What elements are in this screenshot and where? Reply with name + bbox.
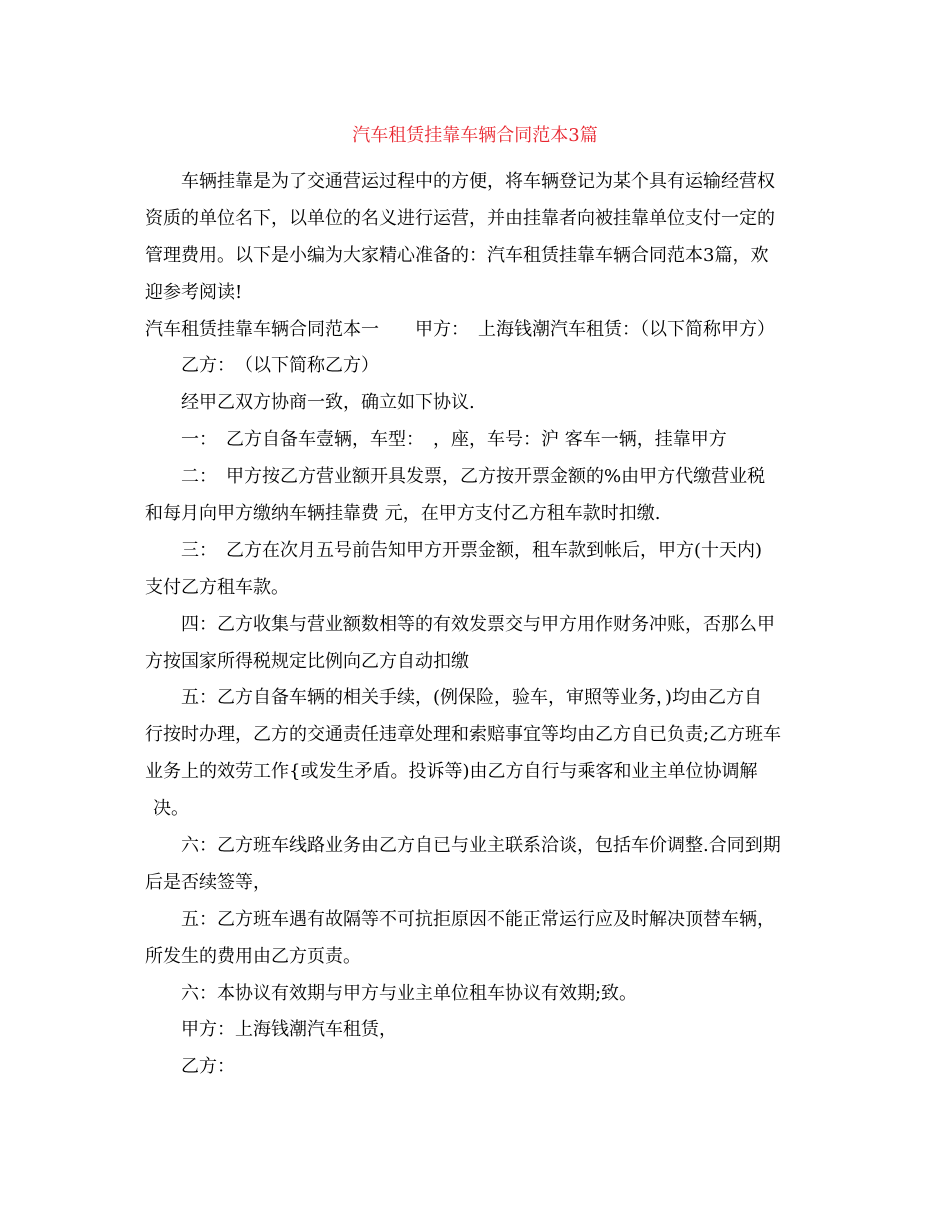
text-line: 后是否续签等， <box>145 871 271 893</box>
document-body <box>145 164 810 1086</box>
text-line: 一： 乙方自备车壹辆，车型： ，座，车号：沪 客车一辆，挂靠甲方 <box>181 429 727 451</box>
text-line: 迎参考阅读! <box>145 281 243 303</box>
text-line: 管理费用。以下是小编为大家精心准备的：汽车租赁挂靠车辆合同范本3篇，欢 <box>145 244 769 266</box>
text-line: 资质的单位名下，以单位的名义进行运营，并由挂靠者向被挂靠单位支付一定的 <box>145 207 775 229</box>
text-line: 六：本协议有效期与甲方与业主单位租车协议有效期;致。 <box>181 982 638 1004</box>
text-line: 业务上的效劳工作{或发生矛盾。投诉等)由乙方自行与乘客和业主单位协调解 <box>145 761 758 783</box>
text-line: 五：乙方班车遇有故隔等不可抗拒原因不能正常运行应及时解决顶替车辆， <box>181 908 775 930</box>
text-line: 汽车租赁挂靠车辆合同范本一 甲方： 上海钱潮汽车租赁：（以下简称甲方） <box>145 318 775 340</box>
text-line: 五：乙方自备车辆的相关手续，(例保险，验车，审照等业务，)均由乙方自 <box>181 687 763 709</box>
text-line: 甲方：上海钱潮汽车租赁， <box>181 1019 397 1041</box>
text-line: 所发生的费用由乙方页责。 <box>145 945 361 967</box>
text-line: 车辆挂靠是为了交通营运过程中的方便，将车辆登记为某个具有运输经营权 <box>181 171 775 192</box>
text-line: 行按时办理，乙方的交通责任违章处理和索赔事宜等均由乙方自已负责;乙方班车 <box>145 724 782 746</box>
text-line: 支付乙方租车款。 <box>145 576 289 598</box>
text-line: 三： 乙方在次月五号前告知甲方开票金额，租车款到帐后，甲方(十天内) <box>181 539 763 561</box>
text-line: 和每月向甲方缴纳车辆挂靠费 元，在甲方支付乙方租车款时扣缴. <box>145 503 661 525</box>
text-line: 经甲乙双方协商一致，确立如下协议. <box>181 392 475 414</box>
document-title: 汽车租赁挂靠车辆合同范本3篇 <box>352 125 598 146</box>
text-line: 方按国家所得税规定比例向乙方自动扣缴 <box>145 650 469 672</box>
text-line: 乙方： （以下简称乙方） <box>181 355 379 377</box>
text-line: 二： 甲方按乙方营业额开具发票，乙方按开票金额的%由甲方代缴营业税 <box>181 466 766 488</box>
text-line: 六：乙方班车线路业务由乙方自已与业主联系洽谈，包括车价调整.合同到期 <box>181 835 781 857</box>
text-line: 决。 <box>153 798 189 820</box>
text-line: 四：乙方收集与营业额数相等的有效发票交与甲方用作财务冲账，否那么甲 <box>181 613 775 635</box>
text-line: 乙方： <box>181 1056 235 1078</box>
